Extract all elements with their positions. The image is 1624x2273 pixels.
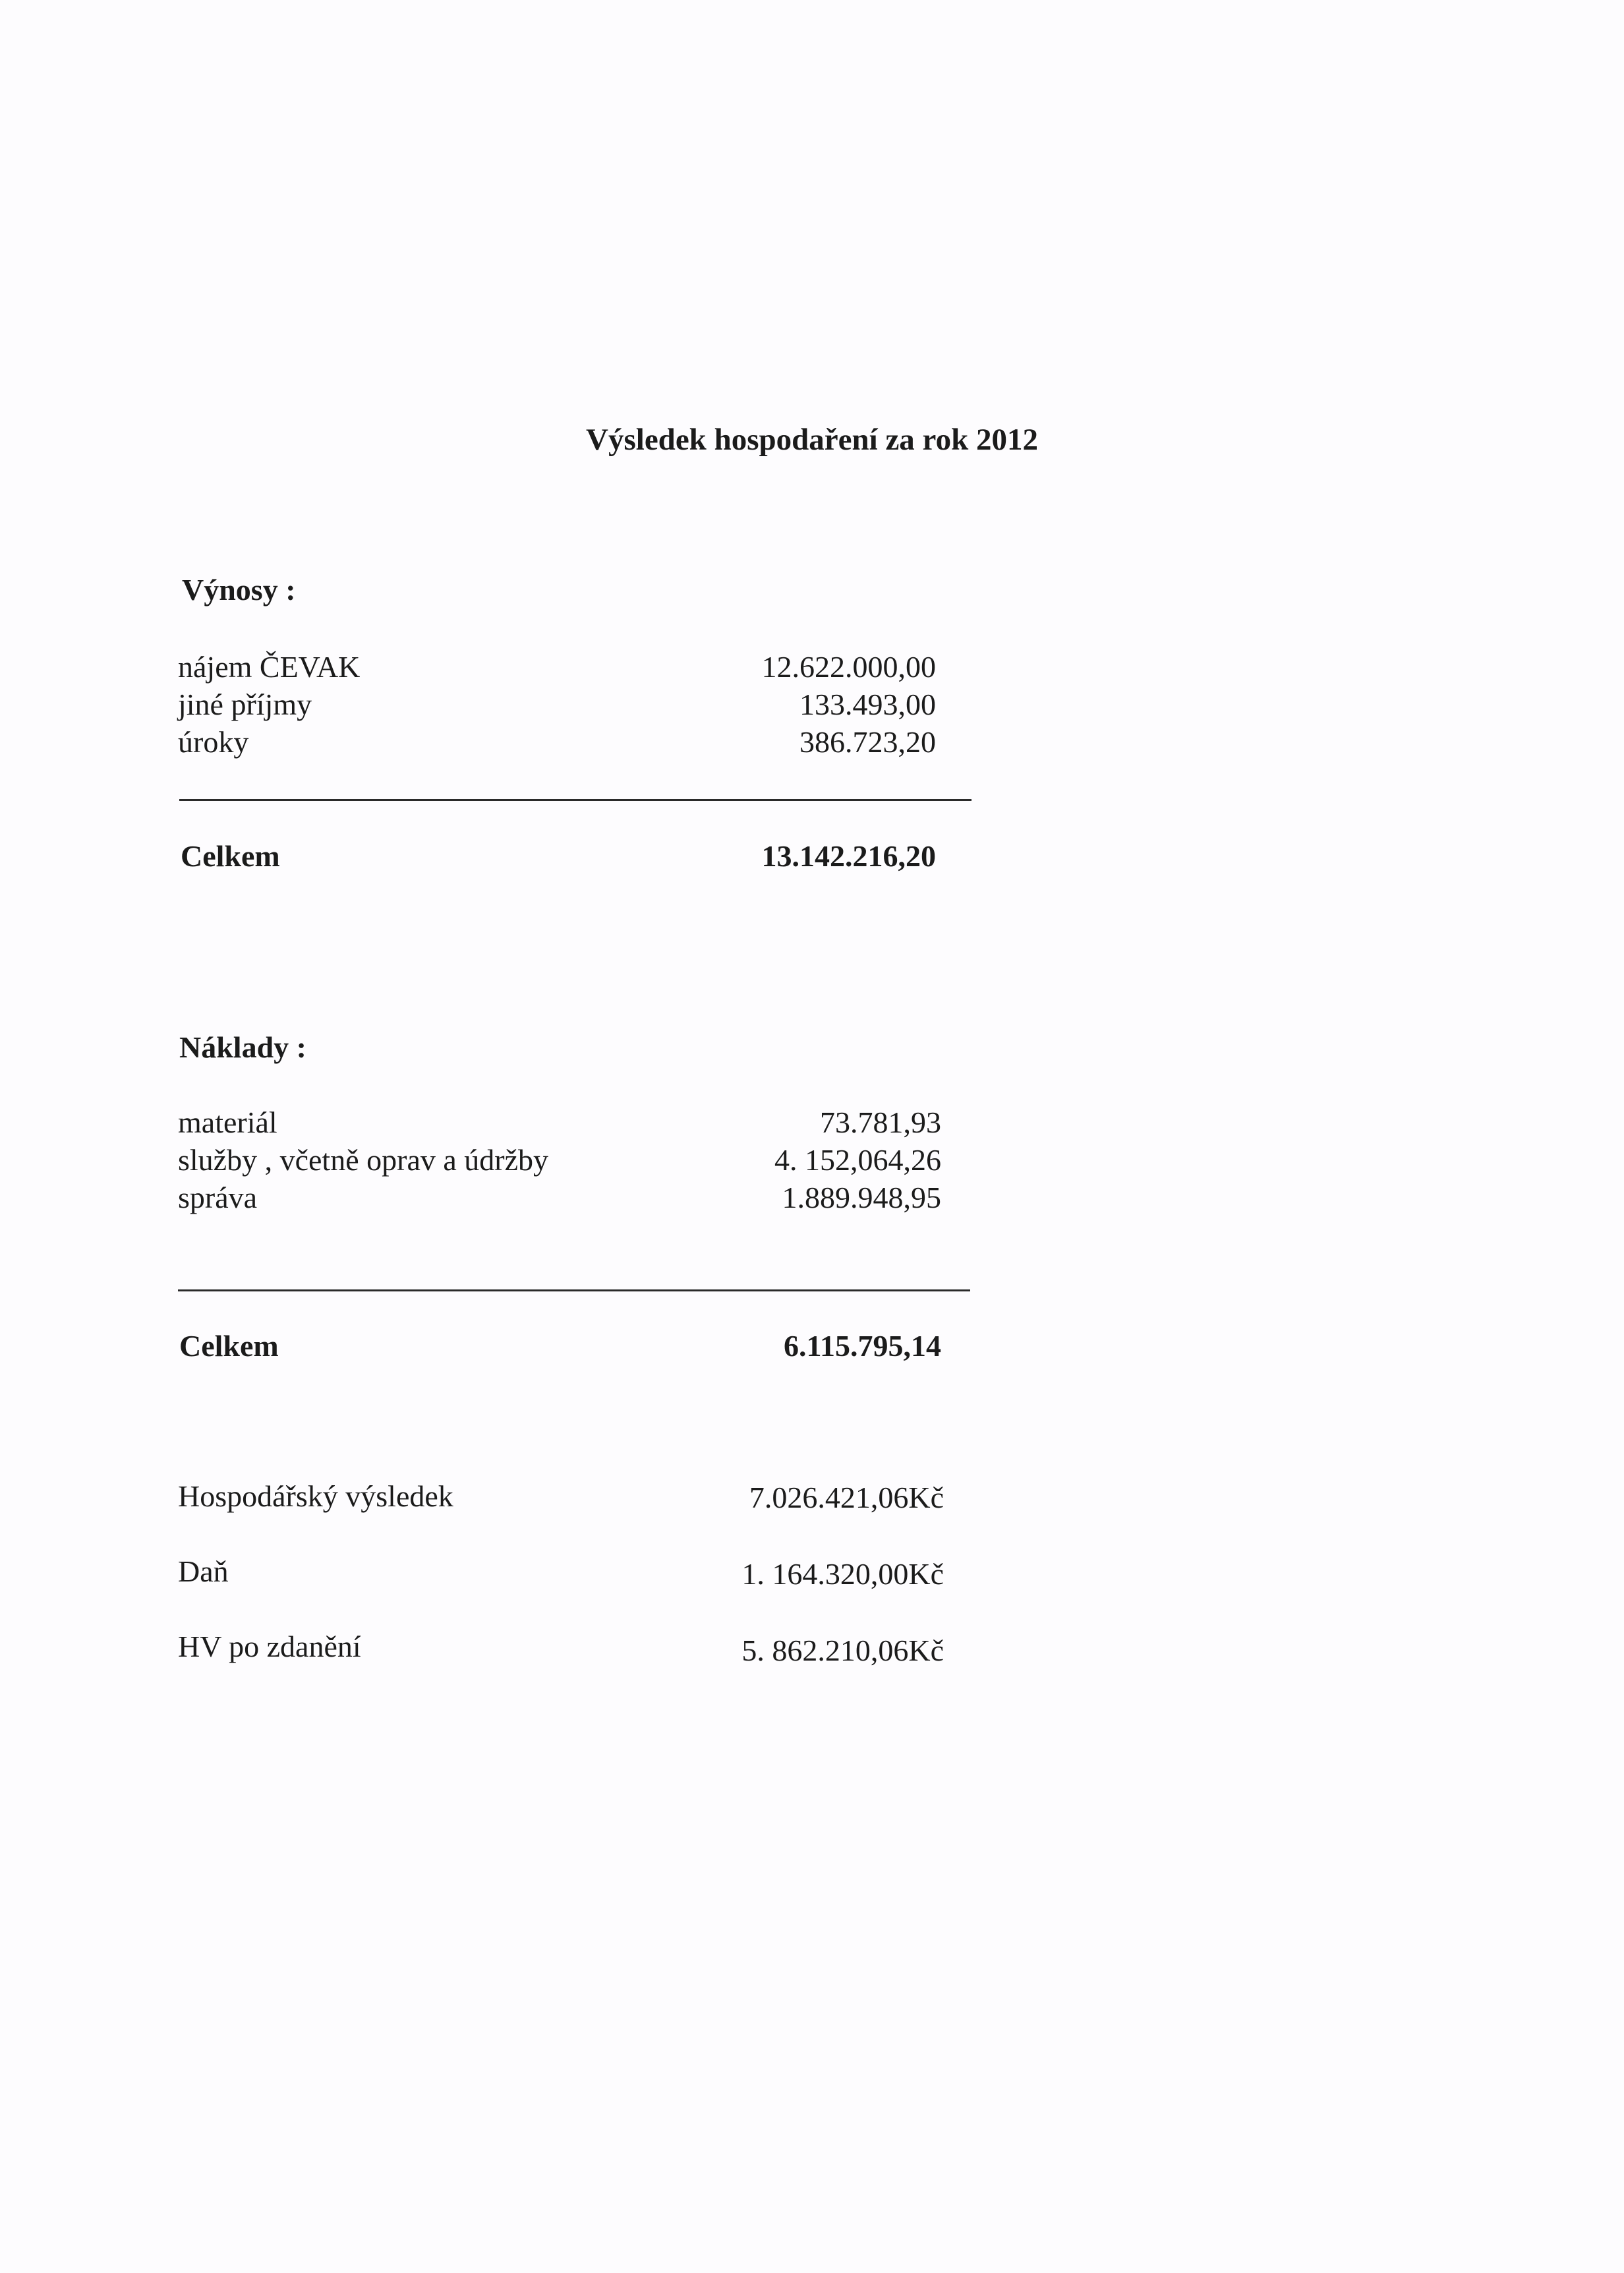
revenue-total-label: Celkem bbox=[181, 839, 280, 873]
result-item-label: Hospodářský výsledek bbox=[178, 1479, 453, 1513]
result-item-value: 5. 862.210,06Kč bbox=[741, 1634, 944, 1667]
result-item-value: 7.026.421,06Kč bbox=[749, 1481, 944, 1514]
cost-item-label: správa bbox=[178, 1181, 258, 1214]
result-item-label: Daň bbox=[178, 1554, 229, 1588]
costs-divider bbox=[178, 1289, 970, 1291]
document-title: Výsledek hospodaření za rok 2012 bbox=[586, 423, 1038, 457]
cost-item-value: 73.781,93 bbox=[820, 1106, 941, 1139]
result-item-value: 1. 164.320,00Kč bbox=[741, 1557, 944, 1591]
costs-total-label: Celkem bbox=[179, 1329, 279, 1363]
cost-item-value: 4. 152,064,26 bbox=[774, 1143, 941, 1177]
revenue-divider bbox=[179, 799, 972, 801]
costs-total-value: 6.115.795,14 bbox=[784, 1329, 941, 1363]
revenue-item-label: jiné příjmy bbox=[178, 688, 312, 721]
revenue-item-label: nájem ČEVAK bbox=[178, 650, 361, 684]
cost-item-label: služby , včetně oprav a údržby bbox=[178, 1143, 549, 1177]
revenue-item-value: 12.622.000,00 bbox=[761, 650, 936, 684]
revenue-item-value: 386.723,20 bbox=[799, 725, 936, 759]
revenue-item-label: úroky bbox=[178, 725, 249, 759]
result-item-label: HV po zdanění bbox=[178, 1630, 361, 1663]
costs-heading: Náklady : bbox=[179, 1030, 306, 1064]
revenue-total-value: 13.142.216,20 bbox=[761, 839, 936, 873]
revenue-item-value: 133.493,00 bbox=[799, 688, 936, 721]
cost-item-value: 1.889.948,95 bbox=[782, 1181, 941, 1214]
cost-item-label: materiál bbox=[178, 1106, 277, 1139]
revenue-heading: Výnosy : bbox=[182, 573, 296, 606]
